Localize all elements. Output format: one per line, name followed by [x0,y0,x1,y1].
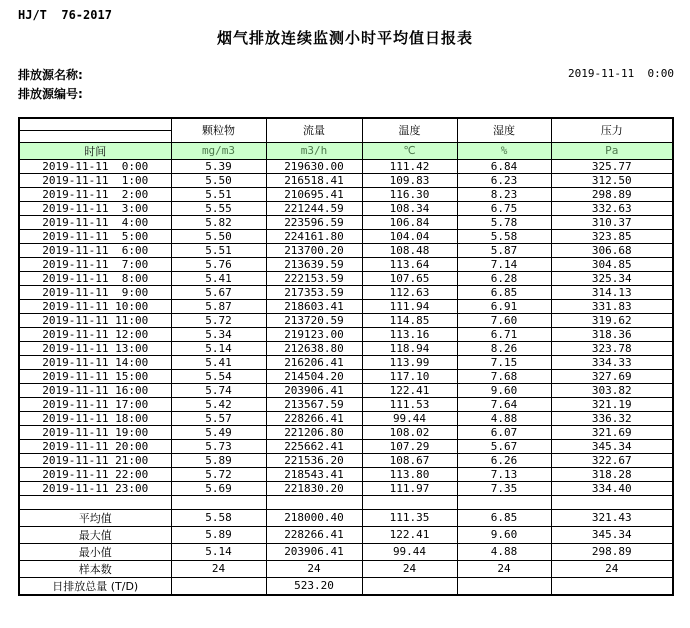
value-cell: 4.88 [457,411,551,425]
value-cell: 221536.20 [266,453,362,467]
unit-humidity: % [457,142,551,159]
summary-label: 日排放总量 (T/D) [19,577,171,595]
value-cell: 5.58 [457,229,551,243]
summary-value-cell: 24 [362,560,457,577]
spacer-cell [266,495,362,509]
summary-value-cell: 5.89 [171,526,266,543]
value-cell: 5.89 [171,453,266,467]
value-cell: 111.53 [362,397,457,411]
value-cell: 332.63 [551,201,673,215]
summary-value-cell: 5.58 [171,509,266,526]
summary-value-cell: 5.14 [171,543,266,560]
table-header [19,118,673,159]
value-cell: 7.60 [457,313,551,327]
value-cell: 321.19 [551,397,673,411]
value-cell: 218603.41 [266,299,362,313]
time-cell: 2019-11-11 22:00 [19,467,171,481]
value-cell: 216206.41 [266,355,362,369]
value-cell: 224161.80 [266,229,362,243]
time-cell: 2019-11-11 11:00 [19,313,171,327]
value-cell: 303.82 [551,383,673,397]
summary-value-cell: 24 [551,560,673,577]
col-header-flow: 流量 [266,118,362,142]
time-header-blank-bottom [19,130,171,142]
summary-value-cell: 523.20 [266,577,362,595]
col-header-temperature: 温度 [362,118,457,142]
value-cell: 323.78 [551,341,673,355]
value-cell: 5.14 [171,341,266,355]
value-cell: 122.41 [362,383,457,397]
spacer-cell [551,495,673,509]
value-cell: 7.68 [457,369,551,383]
summary-value-cell [362,577,457,595]
value-cell: 109.83 [362,173,457,187]
value-cell: 5.74 [171,383,266,397]
value-cell: 6.07 [457,425,551,439]
summary-value-cell: 345.34 [551,526,673,543]
value-cell: 111.42 [362,159,457,173]
time-cell: 2019-11-11 8:00 [19,271,171,285]
time-cell: 2019-11-11 20:00 [19,439,171,453]
summary-value-cell [551,577,673,595]
value-cell: 107.65 [362,271,457,285]
unit-particulate: mg/m3 [171,142,266,159]
value-cell: 6.28 [457,271,551,285]
data-rows [19,159,673,495]
value-cell: 221830.20 [266,481,362,495]
value-cell: 106.84 [362,215,457,229]
value-cell: 108.34 [362,201,457,215]
time-cell: 2019-11-11 1:00 [19,173,171,187]
standard-number: HJ/T 76-2017 [18,8,112,22]
col-header-humidity: 湿度 [457,118,551,142]
summary-value-cell: 99.44 [362,543,457,560]
value-cell: 113.16 [362,327,457,341]
page-title: 烟气排放连续监测小时平均值日报表 [216,29,473,47]
summary-value-cell: 4.88 [457,543,551,560]
summary-label: 平均值 [19,509,171,526]
value-cell: 5.49 [171,425,266,439]
value-cell: 323.85 [551,229,673,243]
summary-value-cell: 24 [171,560,266,577]
value-cell: 116.30 [362,187,457,201]
table-row [19,159,673,173]
value-cell: 225662.41 [266,439,362,453]
time-cell: 2019-11-11 4:00 [19,215,171,229]
value-cell: 314.13 [551,285,673,299]
table-row [19,257,673,271]
table-row [19,481,673,495]
spacer-row [19,495,673,509]
table-row [19,271,673,285]
value-cell: 108.48 [362,243,457,257]
time-header-blank-top [19,118,171,130]
value-cell: 7.14 [457,257,551,271]
table-row [19,187,673,201]
value-cell: 5.50 [171,173,266,187]
value-cell: 114.85 [362,313,457,327]
source-name-label: 排放源名称: [18,68,83,82]
time-cell: 2019-11-11 5:00 [19,229,171,243]
table-row [19,243,673,257]
header-row-top [19,118,673,130]
value-cell: 5.51 [171,187,266,201]
table-row [19,173,673,187]
summary-value-cell: 111.35 [362,509,457,526]
time-cell: 2019-11-11 12:00 [19,327,171,341]
summary-value-cell: 6.85 [457,509,551,526]
value-cell: 5.41 [171,355,266,369]
summary-label: 最小值 [19,543,171,560]
value-cell: 318.28 [551,467,673,481]
value-cell: 217353.59 [266,285,362,299]
time-cell: 2019-11-11 18:00 [19,411,171,425]
col-header-particulate: 颗粒物 [171,118,266,142]
summary-value-cell: 122.41 [362,526,457,543]
time-cell: 2019-11-11 17:00 [19,397,171,411]
value-cell: 8.23 [457,187,551,201]
value-cell: 5.82 [171,215,266,229]
value-cell: 5.73 [171,439,266,453]
value-cell: 310.37 [551,215,673,229]
summary-label: 样本数 [19,560,171,577]
value-cell: 111.97 [362,481,457,495]
time-header: 时间 [19,142,171,159]
summary-value-cell: 228266.41 [266,526,362,543]
table-row [19,201,673,215]
source-id-label: 排放源编号: [18,87,83,101]
value-cell: 331.83 [551,299,673,313]
time-cell: 2019-11-11 0:00 [19,159,171,173]
col-header-pressure: 压力 [551,118,673,142]
value-cell: 5.69 [171,481,266,495]
value-cell: 336.32 [551,411,673,425]
value-cell: 228266.41 [266,411,362,425]
summary-row [19,543,673,560]
table-row [19,383,673,397]
value-cell: 213639.59 [266,257,362,271]
summary-label: 最大值 [19,526,171,543]
value-cell: 321.69 [551,425,673,439]
value-cell: 7.64 [457,397,551,411]
units-row [19,142,673,159]
time-cell: 2019-11-11 7:00 [19,257,171,271]
summary-value-cell: 9.60 [457,526,551,543]
summary-row [19,509,673,526]
value-cell: 5.57 [171,411,266,425]
value-cell: 113.99 [362,355,457,369]
value-cell: 5.39 [171,159,266,173]
value-cell: 8.26 [457,341,551,355]
time-cell: 2019-11-11 6:00 [19,243,171,257]
value-cell: 6.84 [457,159,551,173]
spacer-cell [19,495,171,509]
table-row [19,341,673,355]
value-cell: 99.44 [362,411,457,425]
time-cell: 2019-11-11 13:00 [19,341,171,355]
table-row [19,453,673,467]
value-cell: 117.10 [362,369,457,383]
summary-row [19,577,673,595]
value-cell: 7.35 [457,481,551,495]
time-cell: 2019-11-11 19:00 [19,425,171,439]
value-cell: 212638.80 [266,341,362,355]
value-cell: 221206.80 [266,425,362,439]
time-cell: 2019-11-11 2:00 [19,187,171,201]
value-cell: 6.85 [457,285,551,299]
summary-row [19,560,673,577]
table-row [19,215,673,229]
report-datetime: 2019-11-11 0:00 [568,67,674,80]
table-row [19,327,673,341]
time-cell: 2019-11-11 10:00 [19,299,171,313]
unit-flow: m3/h [266,142,362,159]
table-row [19,229,673,243]
table-row [19,397,673,411]
spacer-section [19,495,673,509]
value-cell: 223596.59 [266,215,362,229]
value-cell: 5.50 [171,229,266,243]
summary-rows [19,509,673,595]
value-cell: 218543.41 [266,467,362,481]
value-cell: 322.67 [551,453,673,467]
value-cell: 312.50 [551,173,673,187]
value-cell: 5.54 [171,369,266,383]
value-cell: 213700.20 [266,243,362,257]
value-cell: 5.42 [171,397,266,411]
value-cell: 304.85 [551,257,673,271]
value-cell: 5.34 [171,327,266,341]
table-row [19,299,673,313]
value-cell: 108.02 [362,425,457,439]
spacer-cell [457,495,551,509]
time-cell: 2019-11-11 15:00 [19,369,171,383]
value-cell: 9.60 [457,383,551,397]
table-row [19,467,673,481]
value-cell: 107.29 [362,439,457,453]
value-cell: 111.94 [362,299,457,313]
value-cell: 319.62 [551,313,673,327]
time-cell: 2019-11-11 21:00 [19,453,171,467]
time-cell: 2019-11-11 16:00 [19,383,171,397]
value-cell: 345.34 [551,439,673,453]
summary-value-cell [171,577,266,595]
spacer-cell [171,495,266,509]
table-row [19,411,673,425]
value-cell: 325.34 [551,271,673,285]
value-cell: 113.64 [362,257,457,271]
value-cell: 219123.00 [266,327,362,341]
value-cell: 5.67 [171,285,266,299]
unit-pressure: Pa [551,142,673,159]
value-cell: 327.69 [551,369,673,383]
value-cell: 5.41 [171,271,266,285]
value-cell: 108.67 [362,453,457,467]
value-cell: 216518.41 [266,173,362,187]
value-cell: 5.51 [171,243,266,257]
summary-value-cell: 218000.40 [266,509,362,526]
monitoring-table [18,117,674,596]
value-cell: 318.36 [551,327,673,341]
summary-value-cell: 298.89 [551,543,673,560]
value-cell: 221244.59 [266,201,362,215]
value-cell: 6.23 [457,173,551,187]
value-cell: 112.63 [362,285,457,299]
value-cell: 325.77 [551,159,673,173]
summary-value-cell [457,577,551,595]
summary-value-cell: 321.43 [551,509,673,526]
summary-value-cell: 24 [266,560,362,577]
time-cell: 2019-11-11 23:00 [19,481,171,495]
value-cell: 7.15 [457,355,551,369]
value-cell: 203906.41 [266,383,362,397]
time-cell: 2019-11-11 3:00 [19,201,171,215]
table-row [19,285,673,299]
value-cell: 210695.41 [266,187,362,201]
value-cell: 5.76 [171,257,266,271]
value-cell: 306.68 [551,243,673,257]
table-row [19,355,673,369]
table-row [19,313,673,327]
summary-value-cell: 24 [457,560,551,577]
value-cell: 214504.20 [266,369,362,383]
value-cell: 213567.59 [266,397,362,411]
value-cell: 334.33 [551,355,673,369]
value-cell: 5.55 [171,201,266,215]
value-cell: 5.72 [171,467,266,481]
table-row [19,425,673,439]
value-cell: 222153.59 [266,271,362,285]
value-cell: 5.72 [171,313,266,327]
value-cell: 6.91 [457,299,551,313]
value-cell: 5.78 [457,215,551,229]
value-cell: 6.75 [457,201,551,215]
value-cell: 5.67 [457,439,551,453]
table-row [19,369,673,383]
value-cell: 298.89 [551,187,673,201]
time-cell: 2019-11-11 9:00 [19,285,171,299]
summary-value-cell: 203906.41 [266,543,362,560]
value-cell: 5.87 [457,243,551,257]
table-row [19,439,673,453]
value-cell: 104.04 [362,229,457,243]
value-cell: 6.71 [457,327,551,341]
value-cell: 219630.00 [266,159,362,173]
value-cell: 5.87 [171,299,266,313]
value-cell: 6.26 [457,453,551,467]
spacer-cell [362,495,457,509]
value-cell: 118.94 [362,341,457,355]
value-cell: 113.80 [362,467,457,481]
value-cell: 334.40 [551,481,673,495]
value-cell: 213720.59 [266,313,362,327]
summary-row [19,526,673,543]
value-cell: 7.13 [457,467,551,481]
time-cell: 2019-11-11 14:00 [19,355,171,369]
unit-temperature: ℃ [362,142,457,159]
